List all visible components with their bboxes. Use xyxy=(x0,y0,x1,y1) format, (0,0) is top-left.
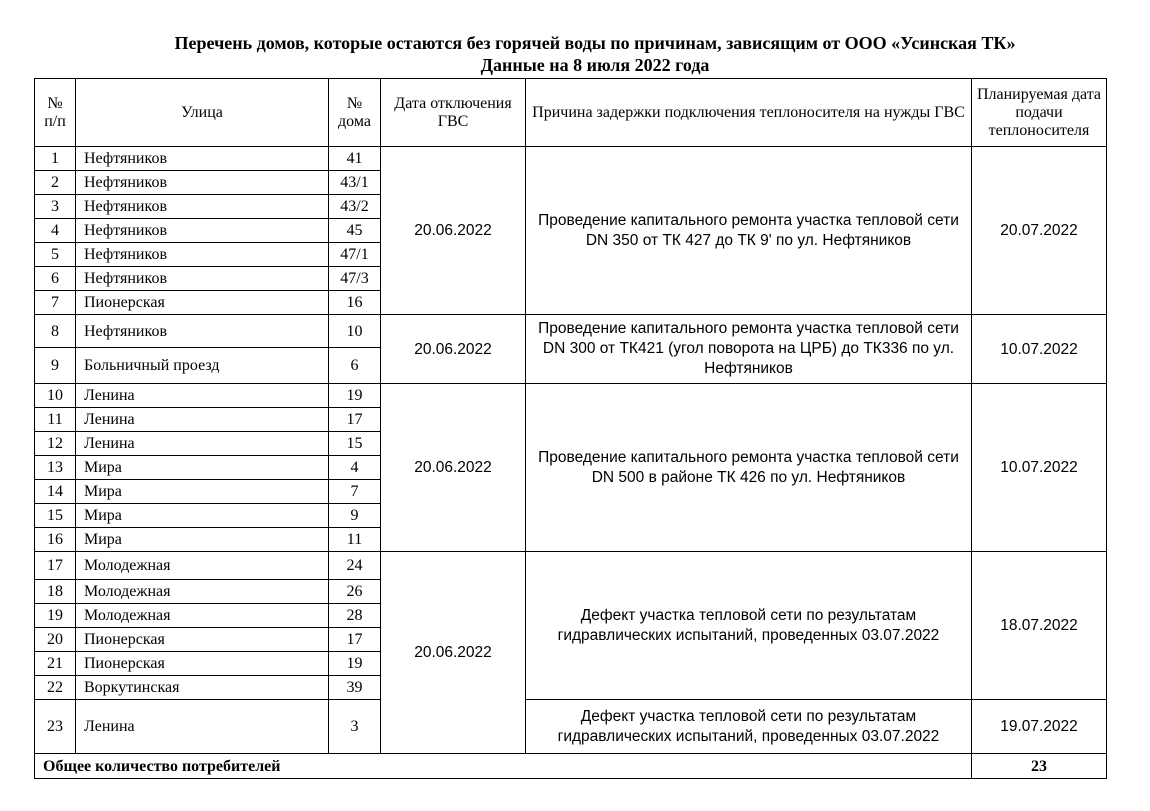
street-name: Нефтяников xyxy=(76,315,329,348)
off-date: 20.06.2022 xyxy=(381,552,526,754)
row-number: 7 xyxy=(35,291,76,315)
planned-date: 19.07.2022 xyxy=(972,700,1107,754)
street-name: Нефтяников xyxy=(76,195,329,219)
street-name: Воркутинская xyxy=(76,676,329,700)
header-reason: Причина задержки подключения теплоносителя на нужды ГВС xyxy=(526,79,972,147)
street-name: Мира xyxy=(76,456,329,480)
planned-date: 18.07.2022 xyxy=(972,552,1107,700)
street-name: Ленина xyxy=(76,408,329,432)
street-name: Нефтяников xyxy=(76,219,329,243)
total-row xyxy=(35,754,1107,779)
street-name: Пионерская xyxy=(76,628,329,652)
row-number: 23 xyxy=(35,700,76,754)
street-name: Нефтяников xyxy=(76,147,329,171)
house-number: 28 xyxy=(329,604,381,628)
delay-reason: Дефект участка тепловой сети по результатам гидравлических испытаний, проведенных 03.07.2022 xyxy=(526,552,972,700)
row-number: 6 xyxy=(35,267,76,291)
street-name: Нефтяников xyxy=(76,243,329,267)
row-number: 8 xyxy=(35,315,76,348)
street-name: Пионерская xyxy=(76,291,329,315)
house-number: 47/3 xyxy=(329,267,381,291)
total-value: 23 xyxy=(972,754,1107,779)
house-number: 9 xyxy=(329,504,381,528)
row-number: 16 xyxy=(35,528,76,552)
row-number: 4 xyxy=(35,219,76,243)
row-number: 14 xyxy=(35,480,76,504)
house-number: 47/1 xyxy=(329,243,381,267)
row-number: 1 xyxy=(35,147,76,171)
header-off-date: Дата отключения ГВС xyxy=(381,79,526,147)
header-planned: Планируемая дата подачи теплоносителя xyxy=(972,79,1107,147)
row-number: 20 xyxy=(35,628,76,652)
planned-date: 10.07.2022 xyxy=(972,384,1107,552)
row-number: 9 xyxy=(35,348,76,384)
row-number: 22 xyxy=(35,676,76,700)
header-street: Улица xyxy=(76,79,329,147)
row-number: 13 xyxy=(35,456,76,480)
street-name: Молодежная xyxy=(76,604,329,628)
house-number: 6 xyxy=(329,348,381,384)
delay-reason: Проведение капитального ремонта участка тепловой сети DN 350 от ТК 427 до ТК 9' по ул. Нефтяников xyxy=(526,147,972,315)
street-name: Больничный проезд xyxy=(76,348,329,384)
row-number: 19 xyxy=(35,604,76,628)
house-number: 39 xyxy=(329,676,381,700)
house-number: 17 xyxy=(329,628,381,652)
house-number: 3 xyxy=(329,700,381,754)
row-number: 2 xyxy=(35,171,76,195)
street-name: Пионерская xyxy=(76,652,329,676)
delay-reason: Проведение капитального ремонта участка тепловой сети DN 500 в районе ТК 426 по ул. Нефтяников xyxy=(526,384,972,552)
table-row xyxy=(35,552,1107,580)
row-number: 10 xyxy=(35,384,76,408)
table-row xyxy=(35,315,1107,348)
table-header-row xyxy=(35,79,1107,147)
street-name: Молодежная xyxy=(76,552,329,580)
table-row xyxy=(35,384,1107,408)
houses-table xyxy=(34,78,1107,779)
house-number: 15 xyxy=(329,432,381,456)
off-date: 20.06.2022 xyxy=(381,384,526,552)
row-number: 17 xyxy=(35,552,76,580)
house-number: 16 xyxy=(329,291,381,315)
house-number: 11 xyxy=(329,528,381,552)
delay-reason: Проведение капитального ремонта участка тепловой сети DN 300 от ТК421 (угол поворота на ЦРБ) до ТК336 по ул. Нефтяников xyxy=(526,315,972,384)
house-number: 24 xyxy=(329,552,381,580)
row-number: 18 xyxy=(35,580,76,604)
total-label: Общее количество потребителей xyxy=(35,754,972,779)
row-number: 5 xyxy=(35,243,76,267)
street-name: Мира xyxy=(76,528,329,552)
table-row xyxy=(35,147,1107,171)
house-number: 19 xyxy=(329,384,381,408)
street-name: Нефтяников xyxy=(76,171,329,195)
street-name: Нефтяников xyxy=(76,267,329,291)
header-num: № п/п xyxy=(35,79,76,147)
row-number: 15 xyxy=(35,504,76,528)
delay-reason: Дефект участка тепловой сети по результатам гидравлических испытаний, проведенных 03.07.2022 xyxy=(526,700,972,754)
house-number: 43/1 xyxy=(329,171,381,195)
house-number: 4 xyxy=(329,456,381,480)
off-date: 20.06.2022 xyxy=(381,315,526,384)
house-number: 43/2 xyxy=(329,195,381,219)
street-name: Мира xyxy=(76,504,329,528)
house-number: 45 xyxy=(329,219,381,243)
header-house: № дома xyxy=(329,79,381,147)
row-number: 3 xyxy=(35,195,76,219)
house-number: 17 xyxy=(329,408,381,432)
house-number: 10 xyxy=(329,315,381,348)
street-name: Молодежная xyxy=(76,580,329,604)
document-subtitle: Данные на 8 июля 2022 года xyxy=(480,55,710,75)
document-title: Перечень домов, которые остаются без горячей воды по причинам, зависящим от ООО «Усинская ТК» xyxy=(174,33,1016,53)
row-number: 21 xyxy=(35,652,76,676)
planned-date: 20.07.2022 xyxy=(972,147,1107,315)
house-number: 26 xyxy=(329,580,381,604)
house-number: 19 xyxy=(329,652,381,676)
planned-date: 10.07.2022 xyxy=(972,315,1107,384)
row-number: 11 xyxy=(35,408,76,432)
table-row xyxy=(35,700,1107,754)
row-number: 12 xyxy=(35,432,76,456)
street-name: Мира xyxy=(76,480,329,504)
house-number: 7 xyxy=(329,480,381,504)
off-date: 20.06.2022 xyxy=(381,147,526,315)
street-name: Ленина xyxy=(76,432,329,456)
street-name: Ленина xyxy=(76,384,329,408)
street-name: Ленина xyxy=(76,700,329,754)
house-number: 41 xyxy=(329,147,381,171)
